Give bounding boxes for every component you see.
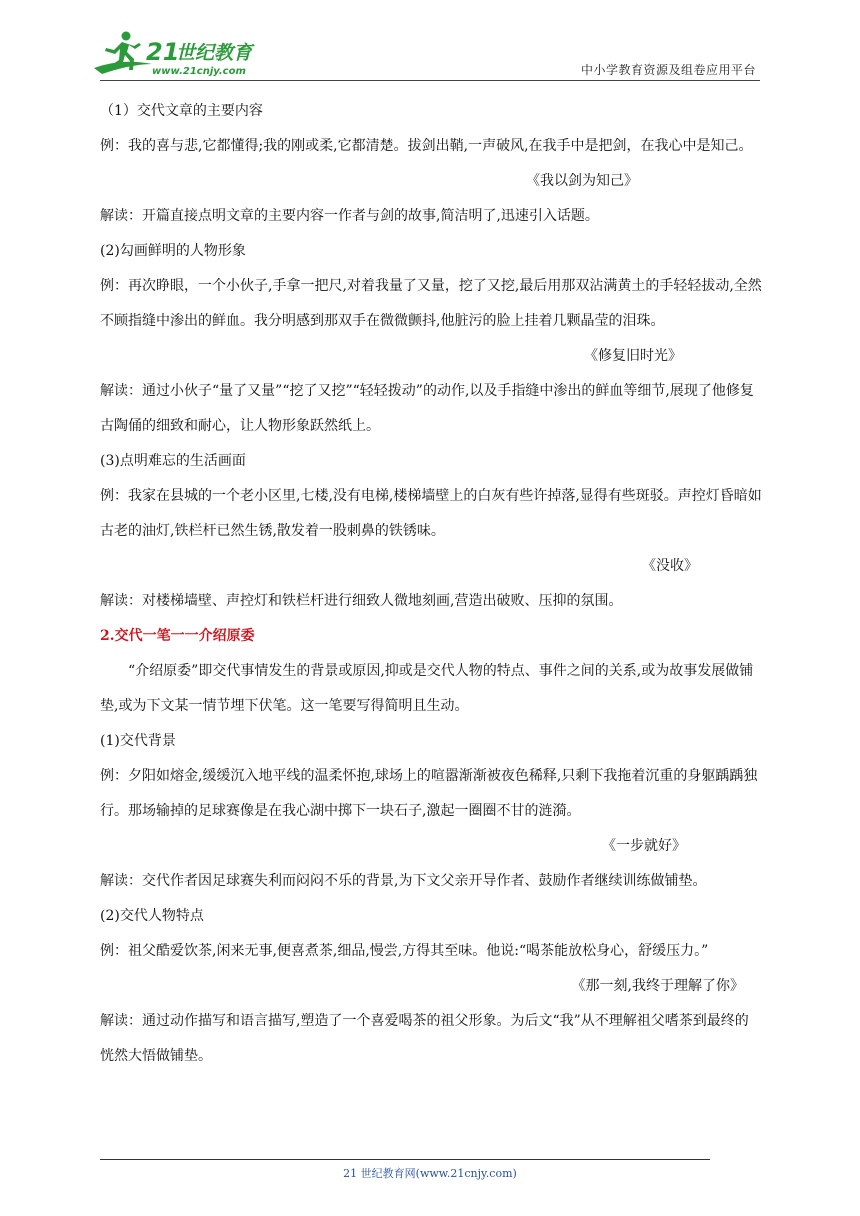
svg-text:www.21cnjy.com: www.21cnjy.com — [152, 66, 246, 77]
example-paragraph: 例：我的喜与悲,它都懂得;我的刚或柔,它都清楚。拔剑出鞘,一声破风,在我手中是把剑，在我心中是知己。 — [100, 138, 753, 154]
interpretation-paragraph: 解读：通过小伙子“量了又量”“挖了又挖”“轻轻拨动”的动作,以及手指缝中渗出的鲜血等细节,展现了他修复古陶俑的细致和耐心，让人物形象跃然纸上。 — [100, 383, 754, 434]
document-body — [100, 94, 762, 1074]
source-citation: 《没收》 — [642, 558, 698, 574]
interpretation-paragraph: 解读：交代作者因足球赛失利而闷闷不乐的背景,为下文父亲开导作者、鼓励作者继续训练做铺垫。 — [100, 873, 707, 889]
subsection-title: (2)勾画鲜明的人物形象 — [100, 243, 246, 259]
source-citation: 《一步就好》 — [602, 838, 686, 854]
interpretation-paragraph: 解读：对楼梯墙壁、声控灯和铁栏杆进行细致人微地刻画,营造出破败、压抑的氛围。 — [100, 593, 623, 609]
footer-link[interactable]: 21 世纪教育网(www.21cnjy.com) — [343, 1167, 517, 1180]
subsection-title: （1）交代文章的主要内容 — [100, 103, 263, 119]
section-heading: 2.交代一笔一一介绍原委 — [100, 628, 255, 644]
example-paragraph: 例：夕阳如熔金,缓缓沉入地平线的温柔怀抱,球场上的喧嚣渐渐被夜色稀释,只剩下我拖着沉重的身躯踽踽独行。那场输掉的足球赛像是在我心湖中掷下一块石子,激起一圈圈不甘的涟漪。 — [100, 768, 758, 819]
page-header — [0, 0, 860, 84]
source-citation: 《那一刻,我终于理解了你》 — [571, 978, 744, 994]
subsection-title: (3)点明难忘的生活画面 — [100, 453, 246, 469]
platform-caption: 中小学教育资源及组卷应用平台 — [580, 63, 756, 77]
svg-text:世纪教育: 世纪教育 — [176, 42, 253, 64]
source-citation: 《修复旧时光》 — [584, 348, 682, 364]
subsection-title: (2)交代人物特点 — [100, 908, 204, 924]
subsection-title: (1)交代背景 — [100, 733, 176, 749]
example-paragraph: 例：再次睁眼，一个小伙子,手拿一把尺,对着我量了又量，挖了又挖,最后用那双沾满黄土的手轻轻拔动,全然不顾指缝中渗出的鲜血。我分明感到那双手在微微颤抖,他脏污的脸上挂着几颗晶莹的泪珠。 — [100, 278, 762, 329]
source-citation: 《我以剑为知己》 — [526, 173, 638, 189]
logo-runner-icon — [92, 28, 262, 80]
interpretation-paragraph: 解读：通过动作描写和语言描写,塑造了一个喜爱喝茶的祖父形象。为后文“我”从不理解祖父嗜茶到最终的恍然大悟做铺垫。 — [100, 1013, 749, 1064]
site-logo[interactable] — [92, 28, 262, 80]
svg-text:21: 21 — [146, 38, 180, 66]
footer-divider — [100, 1159, 710, 1160]
example-paragraph: 例：祖父酷爱饮茶,闲来无事,便喜煮茶,细品,慢尝,方得其至味。他说:“喝茶能放松身心，舒缓压力。” — [100, 943, 709, 959]
section-intro-paragraph: “介绍原委”即交代事情发生的背景或原因,抑或是交代人物的特点、事件之间的关系,或为故事发展做铺垫,或为下文某一情节埋下伏笔。这一笔要写得简明且生动。 — [100, 663, 754, 714]
header-divider — [100, 80, 760, 81]
interpretation-paragraph: 解读：开篇直接点明文章的主要内容一作者与剑的故事,简洁明了,迅速引入话题。 — [100, 208, 599, 224]
example-paragraph: 例：我家在县城的一个老小区里,七楼,没有电梯,楼梯墙壁上的白灰有些许掉落,显得有些斑驳。声控灯昏暗如古老的油灯,铁栏杆已然生锈,散发着一股刺鼻的铁锈味。 — [100, 488, 762, 539]
